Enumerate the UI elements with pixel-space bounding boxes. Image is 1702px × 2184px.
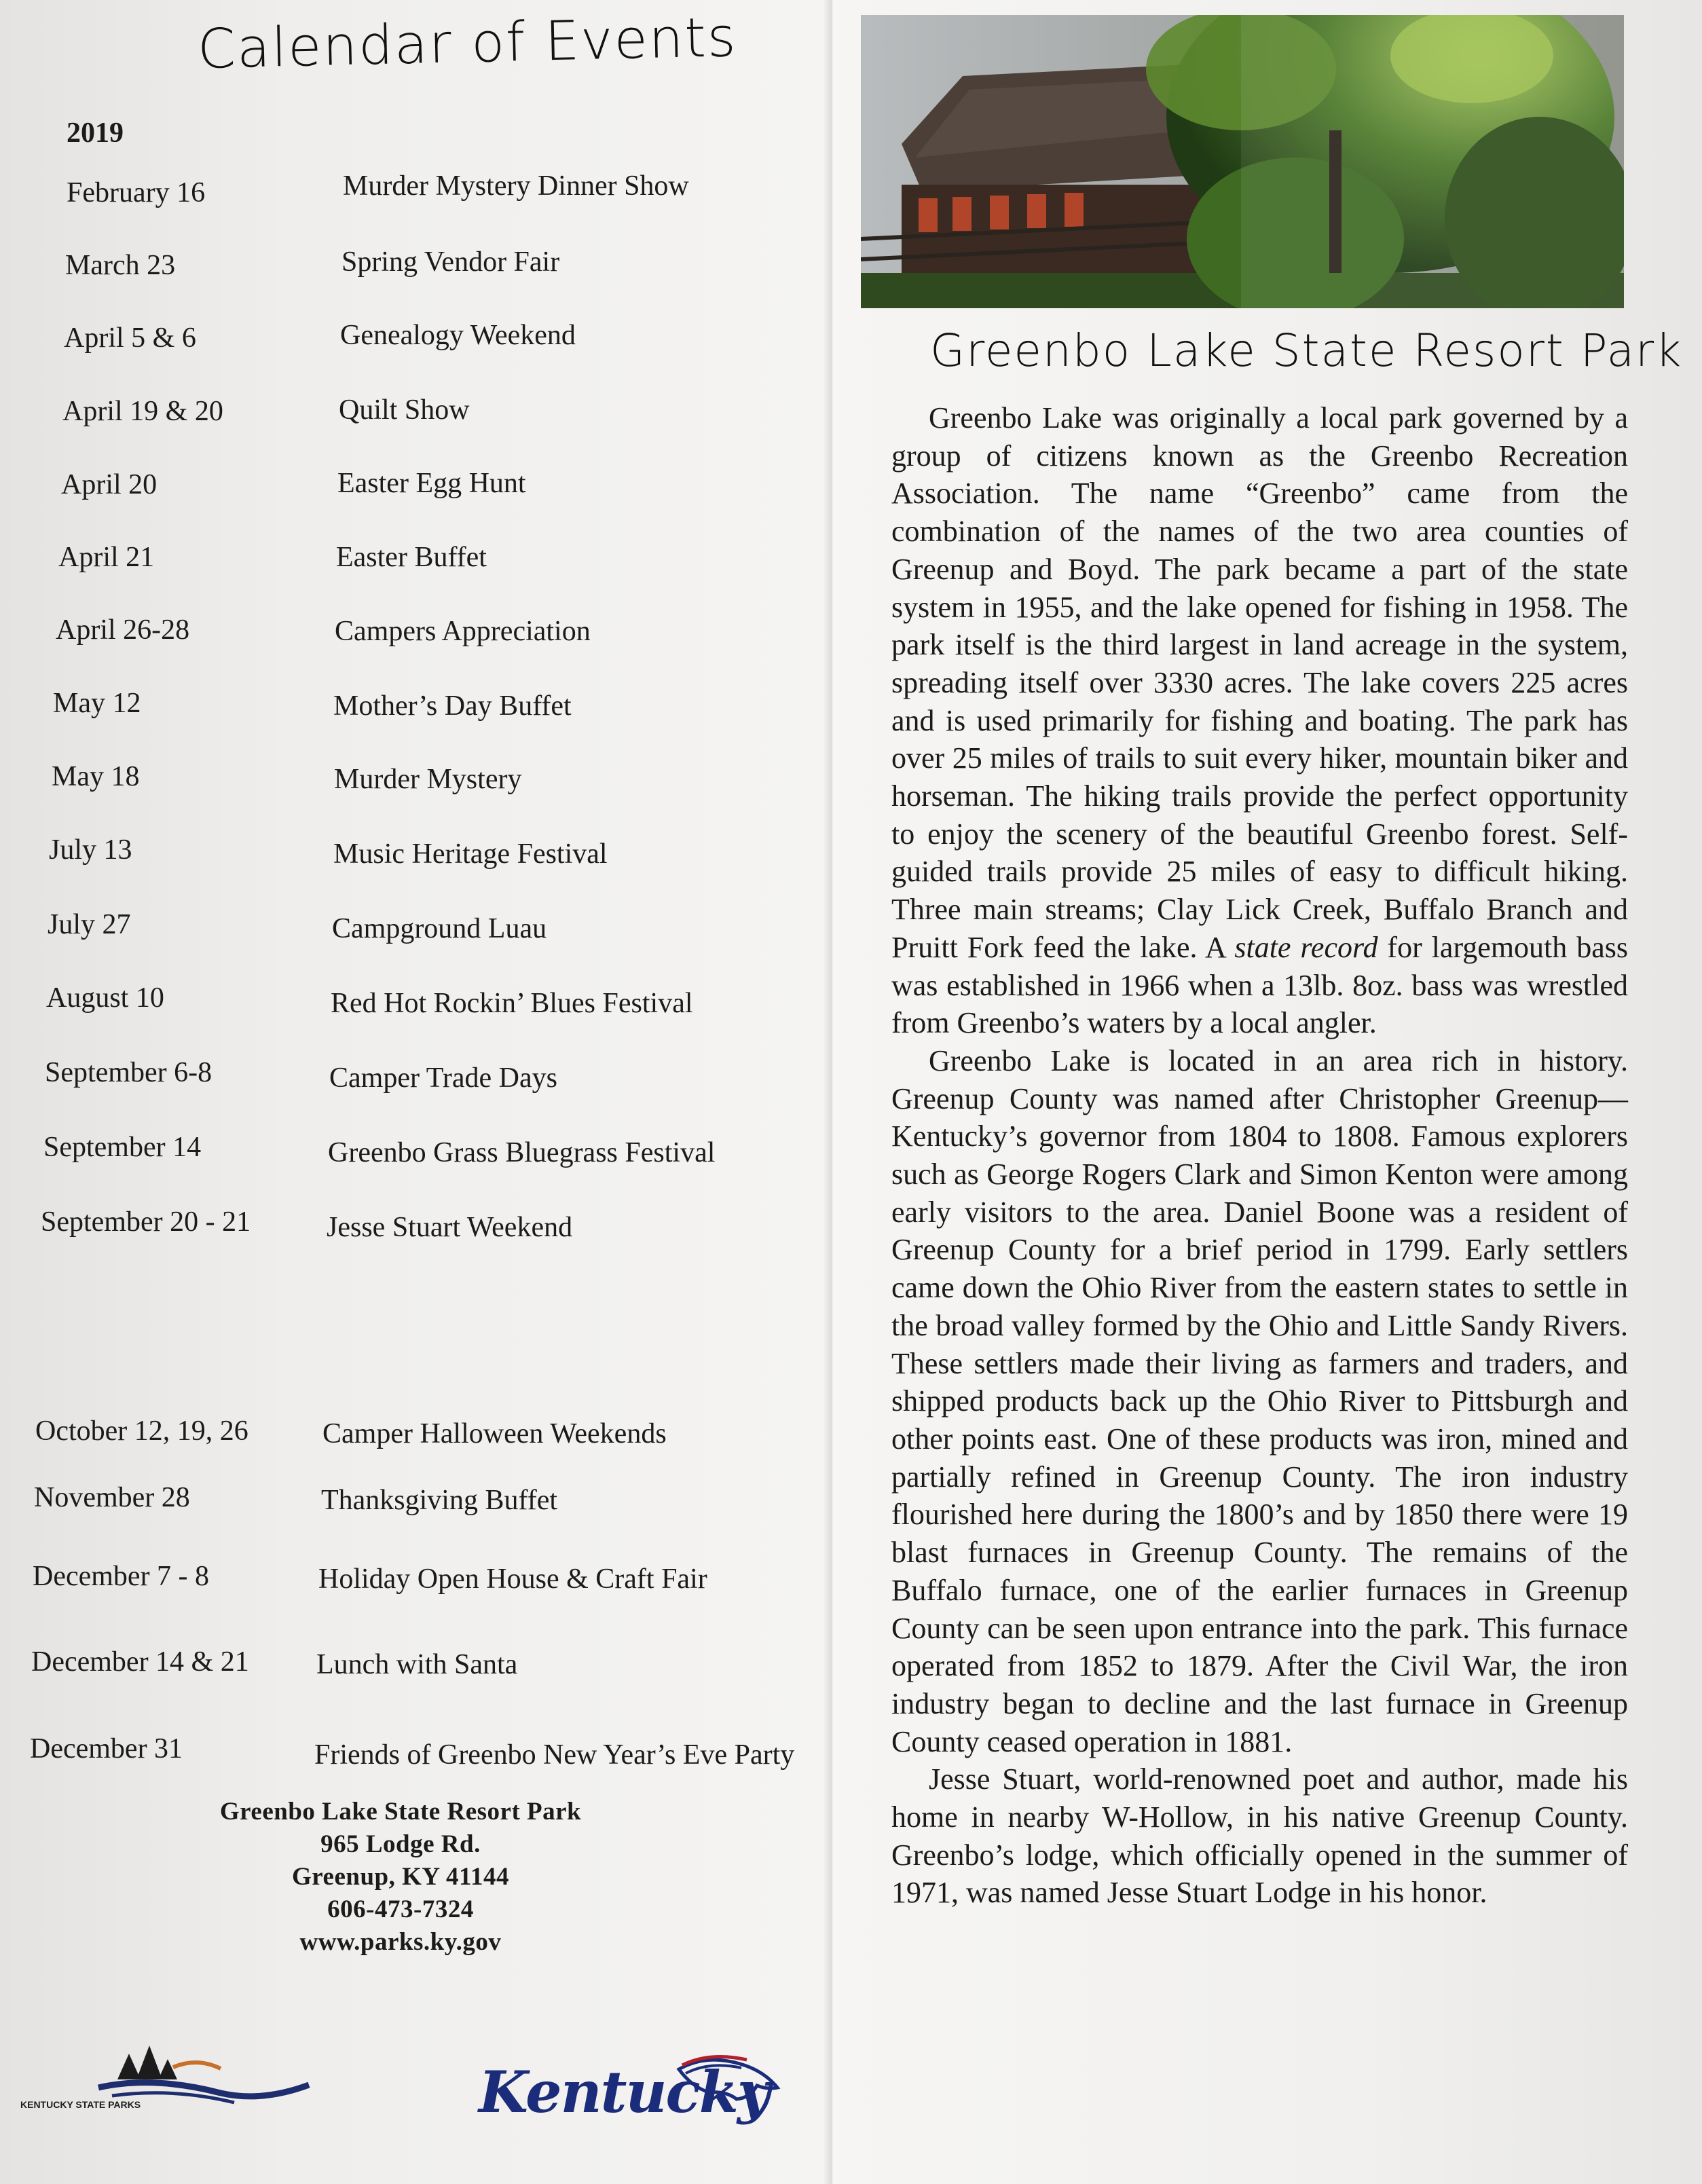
event-name: Greenbo Grass Bluegrass Festival xyxy=(328,1137,716,1168)
lodge-photo xyxy=(861,15,1624,308)
event-date: April 5 & 6 xyxy=(64,322,196,354)
event-name: Friends of Greenbo New Year’s Eve Party xyxy=(314,1739,795,1771)
event-name: Lunch with Santa xyxy=(316,1649,518,1680)
contact-block xyxy=(163,1796,638,1959)
event-name: Red Hot Rockin’ Blues Festival xyxy=(331,988,693,1019)
event-date: December 14 & 21 xyxy=(31,1646,249,1678)
event-date: December 31 xyxy=(30,1733,183,1764)
event-name: Campground Luau xyxy=(332,913,547,944)
paragraph-text: for largemouth bass was established in 1966 when a 13lb. 8oz. bass was wrestled from Greenbo’s waters by a local angler. xyxy=(891,930,1629,1040)
event-name: Mother’s Day Buffet xyxy=(333,690,572,722)
event-date: April 19 & 20 xyxy=(62,396,223,427)
pine-trees-icon xyxy=(117,2046,177,2079)
event-date: September 14 xyxy=(43,1132,202,1163)
park-history-article xyxy=(891,399,1628,1912)
article-paragraph-1 xyxy=(891,399,1628,1042)
event-date: April 26-28 xyxy=(56,614,190,646)
event-name: Quilt Show xyxy=(339,394,470,426)
event-date: September 20 - 21 xyxy=(41,1206,251,1238)
event-name: Jesse Stuart Weekend xyxy=(327,1212,573,1243)
contact-website: www.parks.ky.gov xyxy=(299,1928,502,1956)
park-title: Greenbo Lake State Resort Park xyxy=(930,325,1683,377)
event-name: Holiday Open House & Craft Fair xyxy=(318,1563,707,1595)
italic-phrase: state record xyxy=(1234,930,1378,964)
event-date: July 27 xyxy=(48,909,131,940)
event-date: March 23 xyxy=(65,250,176,281)
event-name: Spring Vendor Fair xyxy=(341,246,560,278)
event-date: October 12, 19, 26 xyxy=(35,1415,248,1447)
event-date: December 7 - 8 xyxy=(33,1561,210,1592)
event-name: Genealogy Weekend xyxy=(340,320,576,351)
event-name: Music Heritage Festival xyxy=(333,838,608,870)
event-date: April 21 xyxy=(58,542,155,573)
event-date: May 12 xyxy=(53,688,141,719)
sun-arc xyxy=(173,2062,221,2069)
calendar-title: Calendar of Events xyxy=(197,5,738,81)
article-paragraph-2: Greenbo Lake is located in an area rich in history. Greenup County was named after Christopher Greenup—Kentucky’s governor from 1804 to 1808. Famous explorers such as George Rogers Clark and Simon Kenton were among early visitors to the area. Daniel Boone was a resident of Greenup County for a brief period in 1799. Early settlers came down the Ohio River from the eastern states to settle in the broad valley formed by the Ohio and Little Sandy Rivers. These settlers made their living as farmers and traders, and shipped products back up the Ohio River to Pittsburgh and other points east. One of these products was iron, mined and partially refined in Greenup County. The iron industry flourished here during the 1800’s and by 1850 there were 19 blast furnaces in Greenup County. The remains of the Buffalo furnace, one of the earlier furnaces in Greenup County can be seen upon entrance into the park. This furnace operated from 1852 to 1879. After the Civil War, the iron industry began to decline and the last furnace in Greenup County ceased operation in 1881. xyxy=(891,1043,1628,1758)
event-name: Thanksgiving Buffet xyxy=(321,1485,558,1516)
event-name: Murder Mystery xyxy=(334,764,522,795)
event-list xyxy=(0,0,832,1833)
contact-park-name: Greenbo Lake State Resort Park xyxy=(219,1798,582,1826)
event-name: Murder Mystery Dinner Show xyxy=(343,170,689,202)
article-paragraph-3: Jesse Stuart, world-renowned poet and author, made his home in nearby W-Hollow, in his native Greenup County. Greenbo’s lodge, which officially opened in the summer of 1971, was named Jesse Stuart Lodge in his honor. xyxy=(891,1762,1628,1910)
contact-address: 965 Lodge Rd. xyxy=(320,1830,481,1858)
event-date: August 10 xyxy=(46,982,164,1014)
event-name: Easter Buffet xyxy=(336,542,487,573)
event-name: Campers Appreciation xyxy=(335,616,591,647)
contact-city: Greenup, KY 41144 xyxy=(292,1863,509,1891)
kentucky-state-parks-logo xyxy=(17,2040,322,2111)
event-date: September 6-8 xyxy=(45,1057,212,1088)
event-date: April 20 xyxy=(61,469,158,500)
event-date: February 16 xyxy=(67,177,206,208)
paragraph-text: Greenbo Lake was originally a local park governed by a group of citizens known as the Greenbo Recreation Association. The name “Greenbo” came from the combination of the names of the two area counties of Greenup and Boyd. The park became a part of the state system in 1955, and the lake opened for fishing in 1958. The park itself is the third largest in land acreage in the system, spreading itself over 3330 acres. The lake covers 225 acres and is used primarily for fishing and boating. The park has over 25 miles of trails to suit every hiker, mountain biker and horseman. The hiking trails provide the perfect opportunity to enjoy the scenery of the beautiful Greenbo forest. Self-guided trails provide 25 miles of easy to difficult hiking. Three main streams; Clay Lick Creek, Buffalo Branch and Pruitt Fork feed the lake. A xyxy=(891,401,1628,964)
event-name: Camper Halloween Weekends xyxy=(322,1418,667,1449)
event-name: Easter Egg Hunt xyxy=(337,468,526,499)
kentucky-wordmark: Kentucky xyxy=(479,2058,769,2126)
event-name: Camper Trade Days xyxy=(329,1062,557,1094)
event-date: May 18 xyxy=(52,761,140,792)
calendar-year: 2019 xyxy=(67,117,124,149)
event-date: July 13 xyxy=(49,834,132,866)
ksp-text: KENTUCKY STATE PARKS xyxy=(20,2099,141,2110)
contact-phone: 606-473-7324 xyxy=(327,1895,474,1923)
event-date: November 28 xyxy=(34,1482,190,1513)
